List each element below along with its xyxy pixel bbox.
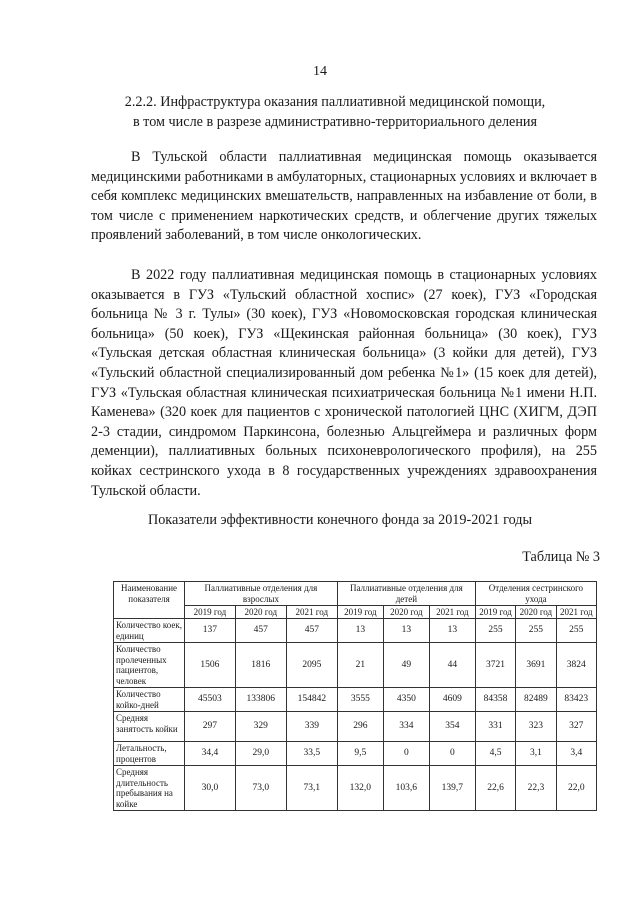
table-cell: 73,1 — [286, 766, 337, 811]
table-cell: 4609 — [429, 688, 475, 712]
year-header: 2019 год — [475, 606, 515, 619]
table-cell: 4,5 — [475, 742, 515, 766]
group-header-adults: Паллиативные отделения для взрослых — [185, 582, 338, 606]
table-cell: 297 — [185, 712, 236, 742]
table-cell: 255 — [475, 619, 515, 643]
table-row — [114, 688, 597, 712]
table-cell: 45503 — [185, 688, 236, 712]
year-header: 2019 год — [337, 606, 383, 619]
table-cell: 22,0 — [556, 766, 596, 811]
table-cell: 133806 — [235, 688, 286, 712]
table-cell: 334 — [383, 712, 429, 742]
year-header: 2020 год — [516, 606, 556, 619]
table-cell: 354 — [429, 712, 475, 742]
page-number: 14 — [313, 64, 327, 79]
year-header: 2019 год — [185, 606, 236, 619]
paragraph-inpatient-facilities-2022: В 2022 году паллиативная медицинская помощь в стационарных условиях оказывается в ГУЗ «Тульский областной хоспис» (27 коек), ГУЗ «Городская больница № 3 г. Тулы» (30 коек), ГУЗ «Новомосковская городская клиническая больница» (50 коек), ГУЗ «Щекинская районная больница» (30 коек), ГУЗ «Тульская детская областная клиническая больница» (3 койки для детей), ГУЗ «Тульский областной специализированный дом ребенка №1» (15 коек для детей), ГУЗ «Тульская областная клиническая психиатрическая больница №1 имени Н.П. Каменева» (320 коек для пациентов с хронической патологией ЦНС (ХИГМ, ДЭП 2-3 стадии, синдромом Паркинсона, болезнью Альцгеймера и различных форм деменции), паллиативных больных психоневрологического профиля), на 255 койках сестринского ухода в 8 государственных учреждениях здравоохранения Тульской области. — [91, 267, 597, 499]
table-cell: 82489 — [516, 688, 556, 712]
table-row — [114, 712, 597, 742]
row-label: Средняя длительность пребывания на койке — [114, 766, 185, 811]
section-heading-line-2: в том числе в разрезе административно-территориального деления — [132, 114, 538, 130]
table-cell: 457 — [235, 619, 286, 643]
table-cell: 339 — [286, 712, 337, 742]
group-header-children: Паллиативные отделения для детей — [337, 582, 475, 606]
table-cell: 30,0 — [185, 766, 236, 811]
year-header: 2021 год — [556, 606, 596, 619]
table-cell: 132,0 — [337, 766, 383, 811]
table-cell: 0 — [429, 742, 475, 766]
table-number: Таблица № 3 — [522, 549, 600, 565]
year-header: 2020 год — [383, 606, 429, 619]
table-row — [114, 766, 597, 811]
table-cell: 22,3 — [516, 766, 556, 811]
row-label: Количество койко-дней — [114, 688, 185, 712]
bed-fund-efficiency-table — [113, 581, 597, 811]
table-cell: 103,6 — [383, 766, 429, 811]
table-cell: 3555 — [337, 688, 383, 712]
table-cell: 49 — [383, 643, 429, 688]
table-cell: 154842 — [286, 688, 337, 712]
table-cell: 1816 — [235, 643, 286, 688]
row-label: Средняя занятость койки — [114, 712, 185, 742]
section-heading — [100, 92, 570, 132]
table-cell: 13 — [337, 619, 383, 643]
table-cell: 331 — [475, 712, 515, 742]
table-cell: 73,0 — [235, 766, 286, 811]
table-cell: 0 — [383, 742, 429, 766]
table-row — [114, 742, 597, 766]
year-header: 2021 год — [429, 606, 475, 619]
table-cell: 21 — [337, 643, 383, 688]
table-cell: 22,6 — [475, 766, 515, 811]
table-cell: 139,7 — [429, 766, 475, 811]
year-header: 2021 год — [286, 606, 337, 619]
table-cell: 255 — [516, 619, 556, 643]
section-heading-line-1: 2.2.2. Инфраструктура оказания паллиативной медицинской помощи, — [124, 94, 546, 110]
table-cell: 2095 — [286, 643, 337, 688]
row-label: Количество коек, единиц — [114, 619, 185, 643]
table-row — [114, 619, 597, 643]
table-cell: 137 — [185, 619, 236, 643]
table-group-header-row — [114, 582, 597, 606]
table-row — [114, 643, 597, 688]
table-cell: 327 — [556, 712, 596, 742]
table-cell: 13 — [383, 619, 429, 643]
table-cell: 4350 — [383, 688, 429, 712]
table-cell: 84358 — [475, 688, 515, 712]
table-cell: 13 — [429, 619, 475, 643]
corner-header: Наименование показателя — [114, 582, 185, 619]
table-cell: 9,5 — [337, 742, 383, 766]
table-cell: 3,1 — [516, 742, 556, 766]
year-header: 2020 год — [235, 606, 286, 619]
table-cell: 329 — [235, 712, 286, 742]
table-cell: 34,4 — [185, 742, 236, 766]
table-year-header-row — [114, 606, 597, 619]
table-caption: Показатели эффективности конечного фонда за 2019-2021 годы — [147, 512, 533, 528]
table-cell: 323 — [516, 712, 556, 742]
paragraph-palliative-care-overview: В Тульской области паллиативная медицинская помощь оказывается медицинскими работниками в амбулаторных, стационарных условиях и включает в себя комплекс медицинских вмешательств, направленных на избавление от боли, в том числе с применением наркотических средств, и облегчение других тяжелых проявлений заболеваний, в том числе онкологических. — [91, 149, 597, 244]
table-cell: 3721 — [475, 643, 515, 688]
table-cell: 1506 — [185, 643, 236, 688]
table-cell: 255 — [556, 619, 596, 643]
row-label: Летальность, процентов — [114, 742, 185, 766]
table-cell: 3824 — [556, 643, 596, 688]
table-cell: 83423 — [556, 688, 596, 712]
table-cell: 3,4 — [556, 742, 596, 766]
group-header-nursing: Отделения сестринского ухода — [475, 582, 596, 606]
table-cell: 3691 — [516, 643, 556, 688]
table-cell: 33,5 — [286, 742, 337, 766]
table-cell: 29,0 — [235, 742, 286, 766]
row-label: Количество пролеченных пациентов, человек — [114, 643, 185, 688]
table-cell: 457 — [286, 619, 337, 643]
table-cell: 296 — [337, 712, 383, 742]
table-cell: 44 — [429, 643, 475, 688]
